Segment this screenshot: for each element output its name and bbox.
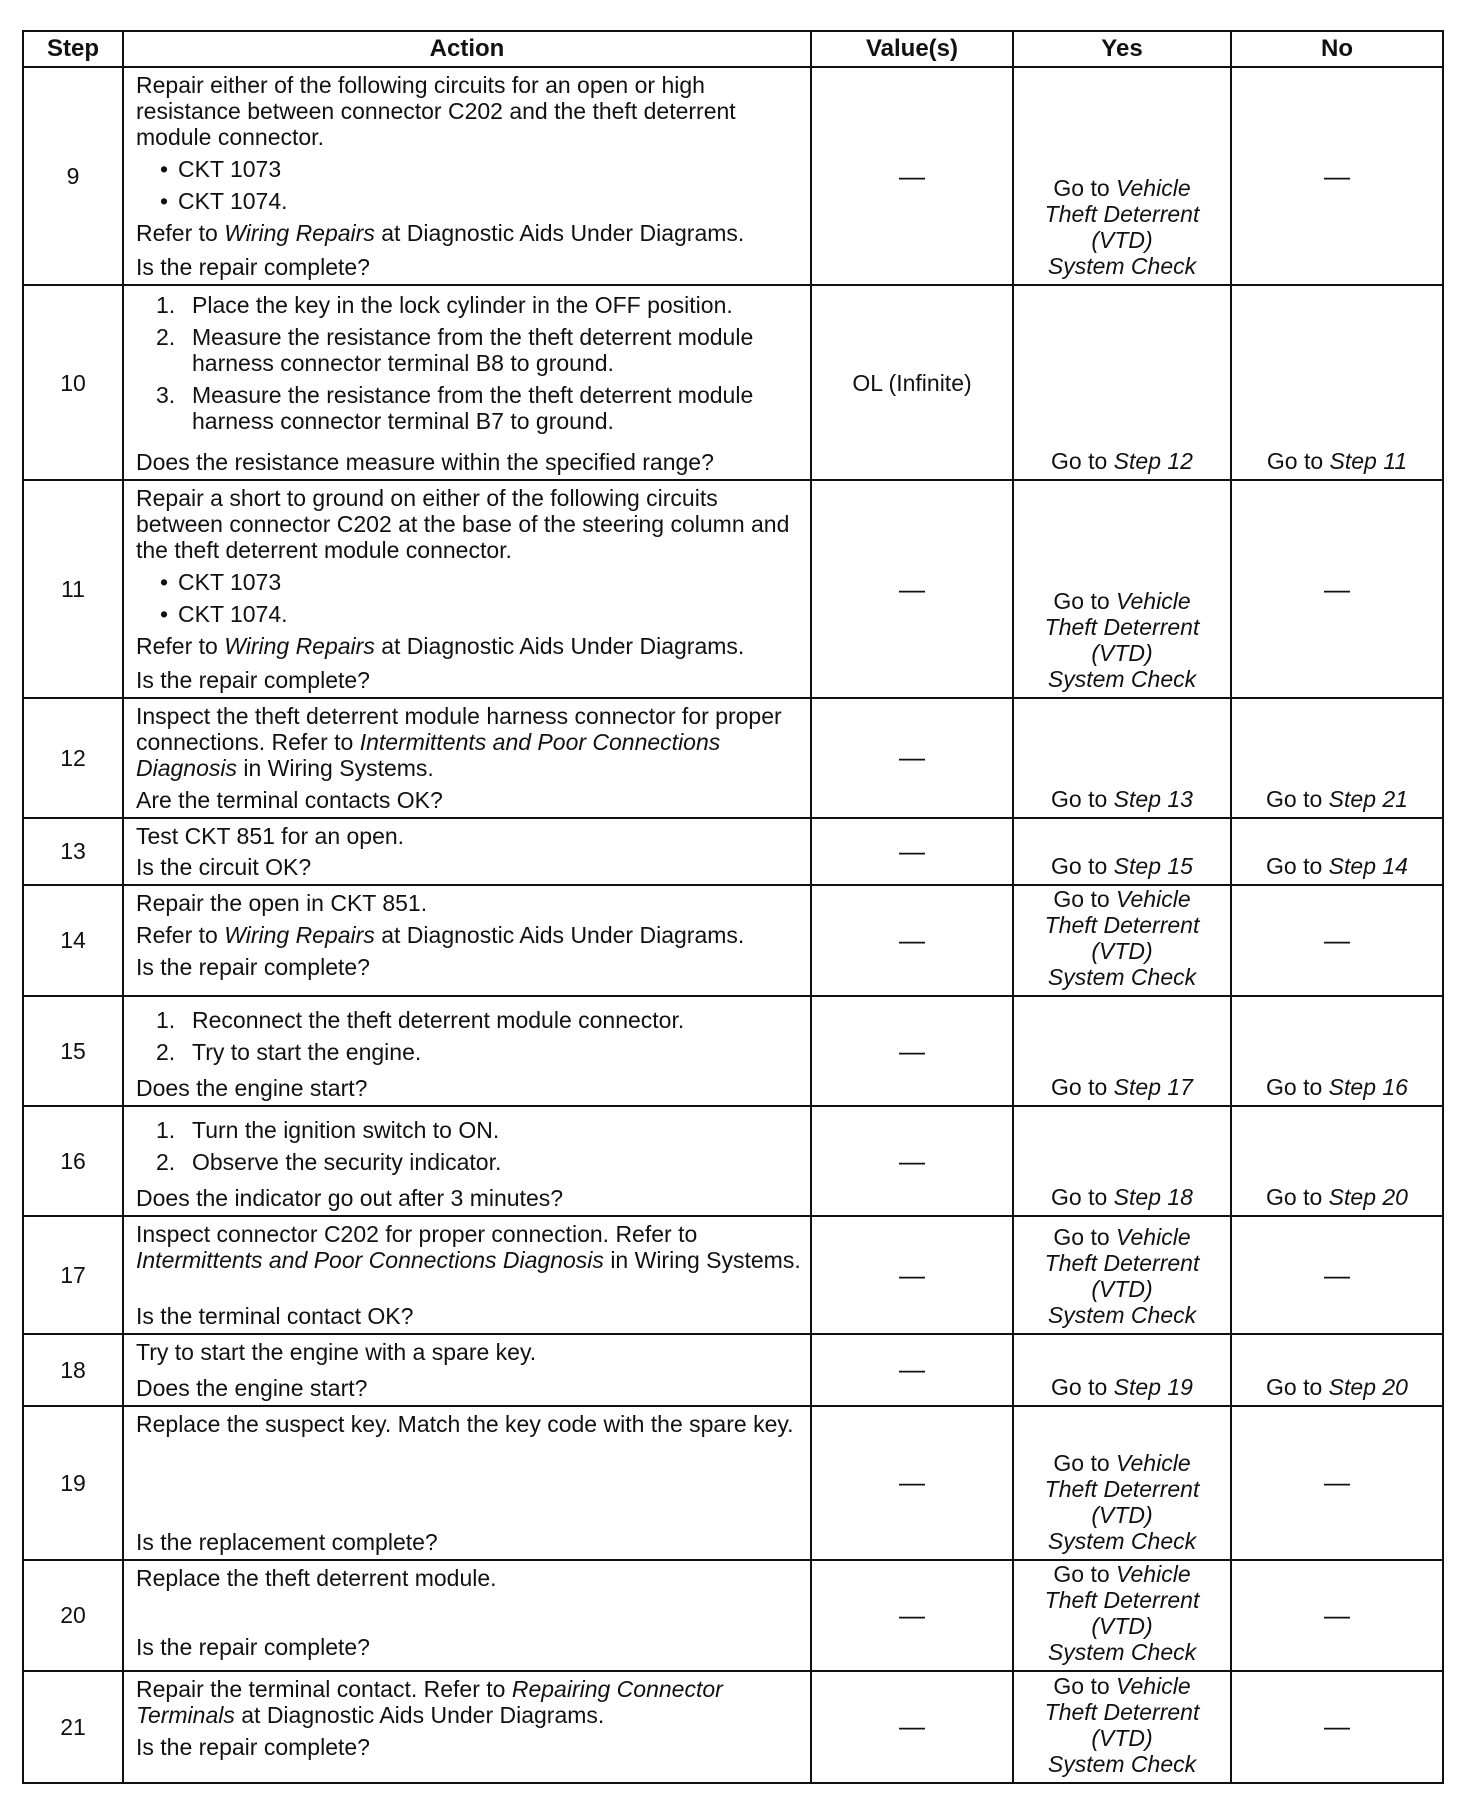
action-text: Repair either of the following circuits for an open or high resistance between connector C202 and the theft deterrent module connector.: [136, 72, 736, 150]
numbered-item: 2. Try to start the engine.: [156, 1039, 422, 1066]
table-row: [23, 285, 1443, 480]
no-cell: —: [1231, 1216, 1443, 1334]
action-cell: [123, 885, 811, 996]
action-cell: [123, 818, 811, 885]
value-cell: —: [811, 1334, 1013, 1405]
numbered-item: 2. Measure the resistance from the theft deterrent module harness connector terminal B8 to ground.: [156, 324, 754, 377]
action-text: Repair the terminal contact. Refer to Repairing Connector Terminals at Diagnostic Aids Under Diagrams.: [136, 1675, 723, 1728]
no-cell: Go to Step 14: [1231, 818, 1443, 885]
value-cell: —: [811, 1671, 1013, 1783]
header-yes: Yes: [1013, 31, 1231, 67]
step-number: 15: [23, 996, 123, 1106]
no-cell: —: [1231, 1560, 1443, 1671]
no-cell: Go to Step 16: [1231, 996, 1443, 1106]
action-text: Replace the theft deterrent module.: [136, 1564, 497, 1591]
bullet-item: • CKT 1074.: [160, 601, 288, 628]
bullet-item: • CKT 1073: [160, 569, 282, 596]
action-text: Test CKT 851 for an open.: [136, 822, 405, 849]
table-row: [23, 67, 1443, 285]
table-row: [23, 818, 1443, 885]
vtd-link: Go to Vehicle Theft Deterrent (VTD) System Check: [1044, 175, 1200, 280]
step-number: 20: [23, 1560, 123, 1671]
vtd-link: Go to Vehicle Theft Deterrent (VTD) System Check: [1044, 1224, 1200, 1329]
yes-cell: Go to Step 15: [1013, 818, 1231, 885]
no-cell: Go to Step 11: [1231, 285, 1443, 480]
question-text: Is the repair complete?: [136, 1733, 370, 1760]
action-cell: [123, 1560, 811, 1671]
vtd-link: Go to Vehicle Theft Deterrent (VTD) System Check: [1044, 587, 1200, 692]
value-cell: —: [811, 885, 1013, 996]
question-text: Is the repair complete?: [136, 666, 370, 693]
yes-cell: Go to Step 17: [1013, 996, 1231, 1106]
value-cell: —: [811, 996, 1013, 1106]
header-values: Value(s): [811, 31, 1013, 67]
yes-cell: [1013, 1671, 1231, 1783]
vtd-link: Go to Vehicle Theft Deterrent (VTD) System Check: [1044, 886, 1200, 991]
yes-cell: [1013, 885, 1231, 996]
value-cell: OL (Infinite): [811, 285, 1013, 480]
numbered-item: 1. Place the key in the lock cylinder in the OFF position.: [156, 292, 733, 319]
diagnostic-table: [22, 30, 1444, 1784]
action-cell: [123, 1671, 811, 1783]
step-number: 17: [23, 1216, 123, 1334]
action-cell: [123, 67, 811, 285]
question-text: Is the circuit OK?: [136, 853, 312, 880]
action-cell: [123, 698, 811, 818]
numbered-item: 1. Turn the ignition switch to ON.: [156, 1117, 500, 1144]
header-row: [23, 31, 1443, 67]
table-row: [23, 698, 1443, 818]
header-no: No: [1231, 31, 1443, 67]
question-text: Is the repair complete?: [136, 953, 370, 980]
step-number: 12: [23, 698, 123, 818]
no-cell: —: [1231, 885, 1443, 996]
yes-cell: [1013, 480, 1231, 697]
vtd-link: Go to Vehicle Theft Deterrent (VTD) System Check: [1044, 1449, 1200, 1554]
step-number: 11: [23, 480, 123, 697]
value-cell: —: [811, 698, 1013, 818]
value-cell: —: [811, 1106, 1013, 1216]
step-number: 18: [23, 1334, 123, 1405]
value-cell: —: [811, 1406, 1013, 1560]
action-text: Inspect the theft deterrent module harness connector for proper connections. Refer to Intermittents and Poor Connections Diagnosis in Wiring Systems.: [136, 702, 782, 781]
question-text: Is the replacement complete?: [136, 1528, 438, 1555]
table-row: [23, 480, 1443, 697]
numbered-item: 1. Reconnect the theft deterrent module connector.: [156, 1007, 685, 1034]
no-cell: Go to Step 20: [1231, 1334, 1443, 1405]
action-cell: [123, 1334, 811, 1405]
step-number: 16: [23, 1106, 123, 1216]
numbered-item: 3. Measure the resistance from the theft deterrent module harness connector terminal B7 to ground.: [156, 382, 754, 435]
no-cell: Go to Step 20: [1231, 1106, 1443, 1216]
no-cell: Go to Step 21: [1231, 698, 1443, 818]
question-text: Is the terminal contact OK?: [136, 1303, 414, 1330]
no-cell: —: [1231, 67, 1443, 285]
table-row: [23, 1560, 1443, 1671]
action-text: Inspect connector C202 for proper connection. Refer to Intermittents and Poor Connections Diagnosis in Wiring Systems.: [136, 1221, 801, 1274]
action-text: Try to start the engine with a spare key.: [136, 1339, 537, 1366]
value-cell: —: [811, 818, 1013, 885]
table-row: [23, 1334, 1443, 1405]
no-cell: —: [1231, 480, 1443, 697]
action-cell: [123, 1406, 811, 1560]
vtd-link: Go to Vehicle Theft Deterrent (VTD) System Check: [1044, 1560, 1200, 1665]
step-number: 9: [23, 67, 123, 285]
action-cell: [123, 285, 811, 480]
action-text: Replace the suspect key. Match the key code with the spare key.: [136, 1410, 794, 1437]
action-text: Repair the open in CKT 851.: [136, 889, 428, 916]
action-cell: [123, 1216, 811, 1334]
yes-cell: [1013, 1560, 1231, 1671]
reference-text: Refer to Wiring Repairs at Diagnostic Aids Under Diagrams.: [136, 633, 745, 660]
yes-cell: [1013, 67, 1231, 285]
yes-cell: Go to Step 13: [1013, 698, 1231, 818]
bullet-item: • CKT 1073: [160, 156, 282, 182]
question-text: Does the resistance measure within the specified range?: [136, 449, 714, 476]
vtd-link: Go to Vehicle Theft Deterrent (VTD) System Check: [1044, 1673, 1200, 1777]
no-cell: —: [1231, 1671, 1443, 1783]
step-number: 21: [23, 1671, 123, 1783]
table-row: [23, 1216, 1443, 1334]
action-text: Repair a short to ground on either of the following circuits between connector C202 at the base of the steering column and the theft deterrent module connector.: [136, 485, 790, 564]
yes-cell: [1013, 1216, 1231, 1334]
step-number: 19: [23, 1406, 123, 1560]
bullet-item: • CKT 1074.: [160, 188, 288, 214]
question-text: Does the engine start?: [136, 1374, 368, 1401]
step-number: 14: [23, 885, 123, 996]
question-text: Is the repair complete?: [136, 1633, 370, 1660]
yes-cell: Go to Step 12: [1013, 285, 1231, 480]
table-row: [23, 1671, 1443, 1783]
no-cell: —: [1231, 1406, 1443, 1560]
value-cell: —: [811, 480, 1013, 697]
table-row: [23, 1106, 1443, 1216]
action-cell: [123, 1106, 811, 1216]
question-text: Does the indicator go out after 3 minutes?: [136, 1185, 564, 1212]
action-cell: [123, 996, 811, 1106]
question-text: Are the terminal contacts OK?: [136, 786, 443, 813]
table-row: [23, 1406, 1443, 1560]
header-action: Action: [123, 31, 811, 67]
reference-text: Refer to Wiring Repairs at Diagnostic Aids Under Diagrams.: [136, 220, 745, 246]
value-cell: —: [811, 67, 1013, 285]
action-cell: [123, 480, 811, 697]
yes-cell: [1013, 1406, 1231, 1560]
numbered-item: 2. Observe the security indicator.: [156, 1149, 502, 1176]
question-text: Does the engine start?: [136, 1075, 368, 1102]
step-number: 10: [23, 285, 123, 480]
table-row: [23, 885, 1443, 996]
yes-cell: Go to Step 18: [1013, 1106, 1231, 1216]
reference-text: Refer to Wiring Repairs at Diagnostic Aids Under Diagrams.: [136, 921, 745, 948]
value-cell: —: [811, 1216, 1013, 1334]
question-text: Is the repair complete?: [136, 254, 370, 281]
step-number: 13: [23, 818, 123, 885]
yes-cell: Go to Step 19: [1013, 1334, 1231, 1405]
value-cell: —: [811, 1560, 1013, 1671]
table-row: [23, 996, 1443, 1106]
header-step: Step: [23, 31, 123, 67]
